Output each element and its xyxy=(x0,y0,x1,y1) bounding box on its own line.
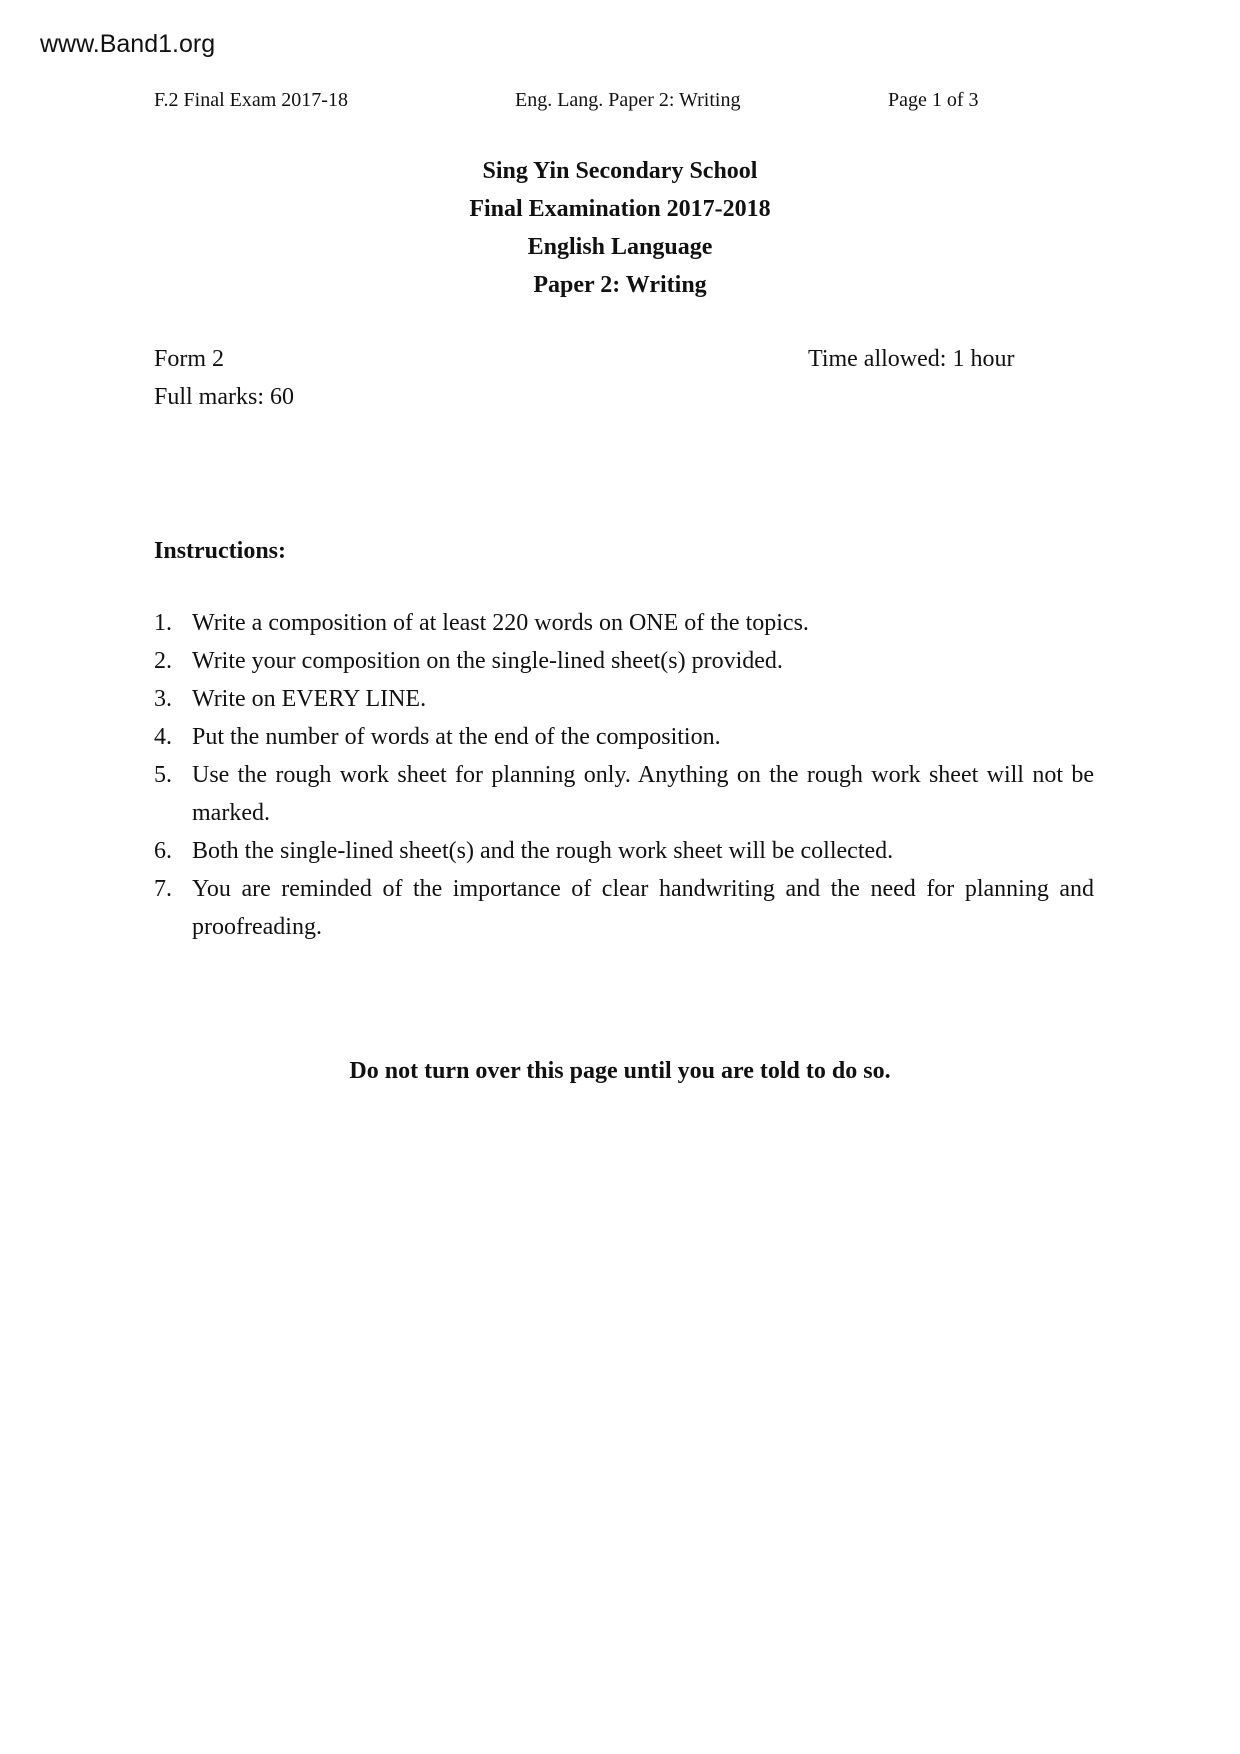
instruction-text: Use the rough work sheet for planning only. Anything on the rough work sheet will not be marked. xyxy=(192,762,1094,826)
instruction-number: 4. xyxy=(154,724,172,750)
instruction-item xyxy=(154,756,1094,832)
form-level: Form 2 xyxy=(154,346,225,372)
instructions-heading: Instructions: xyxy=(154,538,287,564)
instruction-item xyxy=(154,832,1094,870)
instruction-list xyxy=(154,604,1094,946)
instruction-number: 3. xyxy=(154,686,172,712)
instruction-number: 7. xyxy=(154,876,172,902)
instruction-text: Write on EVERY LINE. xyxy=(192,686,427,712)
instruction-text: Both the single-lined sheet(s) and the rough work sheet will be collected. xyxy=(192,838,894,864)
instruction-number: 2. xyxy=(154,648,172,674)
do-not-turn-over-notice: Do not turn over this page until you are told to do so. xyxy=(349,1058,891,1084)
instruction-item xyxy=(154,642,1094,680)
instruction-item xyxy=(154,604,1094,642)
instruction-number: 6. xyxy=(154,838,172,864)
instruction-text: Put the number of words at the end of the composition. xyxy=(192,724,721,750)
running-header-paper: Eng. Lang. Paper 2: Writing xyxy=(515,89,741,111)
subject-name: English Language xyxy=(527,234,713,260)
watermark: www.Band1.org xyxy=(40,30,216,58)
running-header-page-number: Page 1 of 3 xyxy=(888,89,979,111)
instruction-text: You are reminded of the importance of clear handwriting and the need for planning and proofreading. xyxy=(192,876,1094,940)
time-allowed: Time allowed: 1 hour xyxy=(808,346,1015,372)
title-block xyxy=(0,152,1240,304)
instruction-text: Write a composition of at least 220 words on ONE of the topics. xyxy=(192,610,809,636)
school-name: Sing Yin Secondary School xyxy=(482,158,758,184)
instruction-number: 5. xyxy=(154,762,172,788)
running-header-exam: F.2 Final Exam 2017-18 xyxy=(154,89,348,111)
instruction-item xyxy=(154,870,1094,946)
full-marks: Full marks: 60 xyxy=(154,384,295,410)
instruction-number: 1. xyxy=(154,610,172,636)
paper-name: Paper 2: Writing xyxy=(533,272,707,298)
instruction-item xyxy=(154,718,1094,756)
instruction-text: Write your composition on the single-lined sheet(s) provided. xyxy=(192,648,783,674)
exam-name: Final Examination 2017-2018 xyxy=(469,196,771,222)
instruction-item xyxy=(154,680,1094,718)
